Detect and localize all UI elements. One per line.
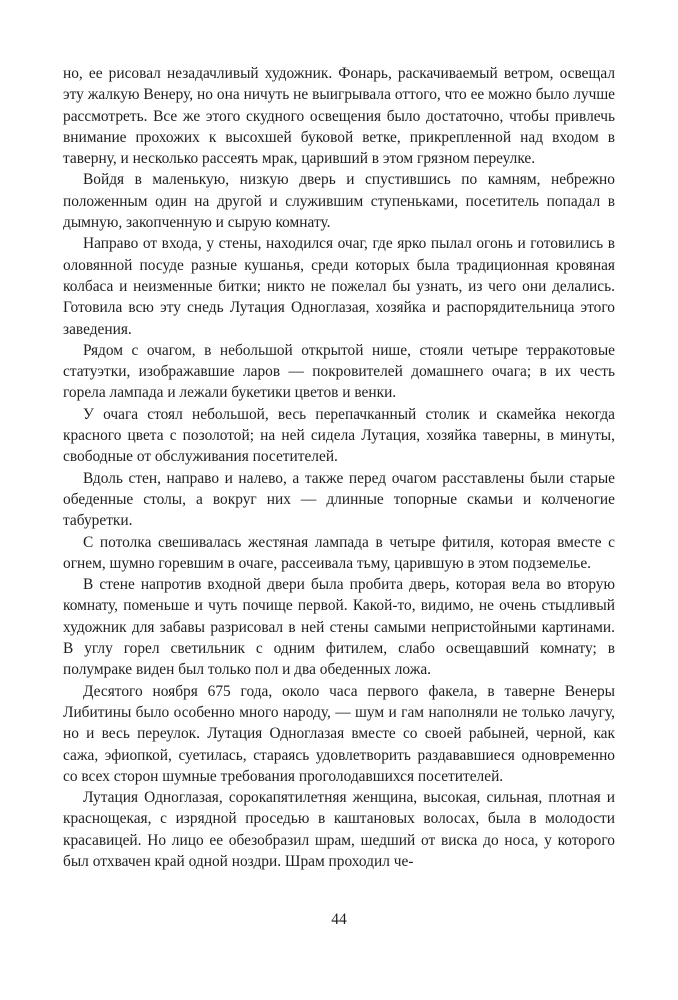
paragraph-4: Рядом с очагом, в небольшой открытой нише, стояли четыре терракотовые статуэтки, изображавшие ларов — покровителей домашнего очага; в их честь горела лампада и лежали букетики цветов и венки.: [63, 341, 615, 402]
paragraph-6: Вдоль стен, направо и налево, а также перед очагом расставлены были старые обеденные столы, а вокруг них — длинные топорные скамьи и колченогие табуретки.: [63, 469, 615, 530]
paragraph-2: Войдя в маленькую, низкую дверь и спустившись по камням, небрежно положенным один на другой и служившим ступеньками, посетитель попадал в дымную, закопченную и сырую комнату.: [63, 171, 615, 232]
body-text: [63, 63, 615, 872]
paragraph-3: Направо от входа, у стены, находился очаг, где ярко пылал огонь и готовились в оловянной посуде разные кушанья, среди которых была традиционная кровяная колбаса и неизменные битки; никто не пожелал бы узнать, из чего они делались. Готовила всю эту снедь Лутация Одноглазая, хозяйка и распорядительница этого заведения.: [63, 235, 615, 338]
paragraph-7: С потолка свешивалась жестяная лампада в четыре фитиля, которая вместе с огнем, шумно горевшим в очаге, рассеивала тьму, царившую в этом подземелье.: [63, 533, 615, 572]
paragraph-5: У очага стоял небольшой, весь перепачканный столик и скамейка некогда красного цвета с позолотой; на ней сидела Лутация, хозяйка таверны, в минуты, свободные от обслуживания посетителей.: [63, 405, 615, 466]
paragraph-9: Десятого ноября 675 года, около часа первого факела, в таверне Венеры Либитины было особенно много народу, — шум и гам наполняли не только лачугу, но и весь переулок. Лутация Одноглазая вместе со своей рабыней, черной, как сажа, эфиопкой, суетилась, стараясь удовлетворить раздававшиеся одновременно со всех сторон шумные требования проголодавшихся посетителей.: [63, 682, 615, 785]
paragraph-8: В стене напротив входной двери была пробита дверь, которая вела во вторую комнату, поменьше и чуть почище первой. Какой-то, видимо, не очень стыдливый художник для забавы разрисовал в ней стены самыми непристойными картинами. В углу горел светильник с одним фитилем, слабо освещавший комнату; в полумраке виден был только пол и два обеденных ложа.: [63, 576, 615, 679]
paragraph-10: Лутация Одноглазая, сорокапятилетняя женщина, высокая, сильная, плотная и краснощекая, с изрядной проседью в каштановых волосах, была в молодости красавицей. Но лицо ее обезобразил шрам, шедший от виска до носа, у которого был отхвачен край одной ноздри. Шрам проходил че-: [63, 789, 615, 870]
page-number: 44: [331, 911, 347, 928]
paragraph-1: но, ее рисовал незадачливый художник. Фонарь, раскачиваемый ветром, освещал эту жалкую Венеру, но она ничуть не выигрывала оттого, что ее можно было лучше рассмотреть. Все же этого скудного освещения было достаточно, чтобы привлечь внимание прохожих к высохшей буковой ветке, прикрепленной над входом в таверну, и несколько рассеять мрак, царивший в этом грязном переулке.: [63, 65, 615, 168]
